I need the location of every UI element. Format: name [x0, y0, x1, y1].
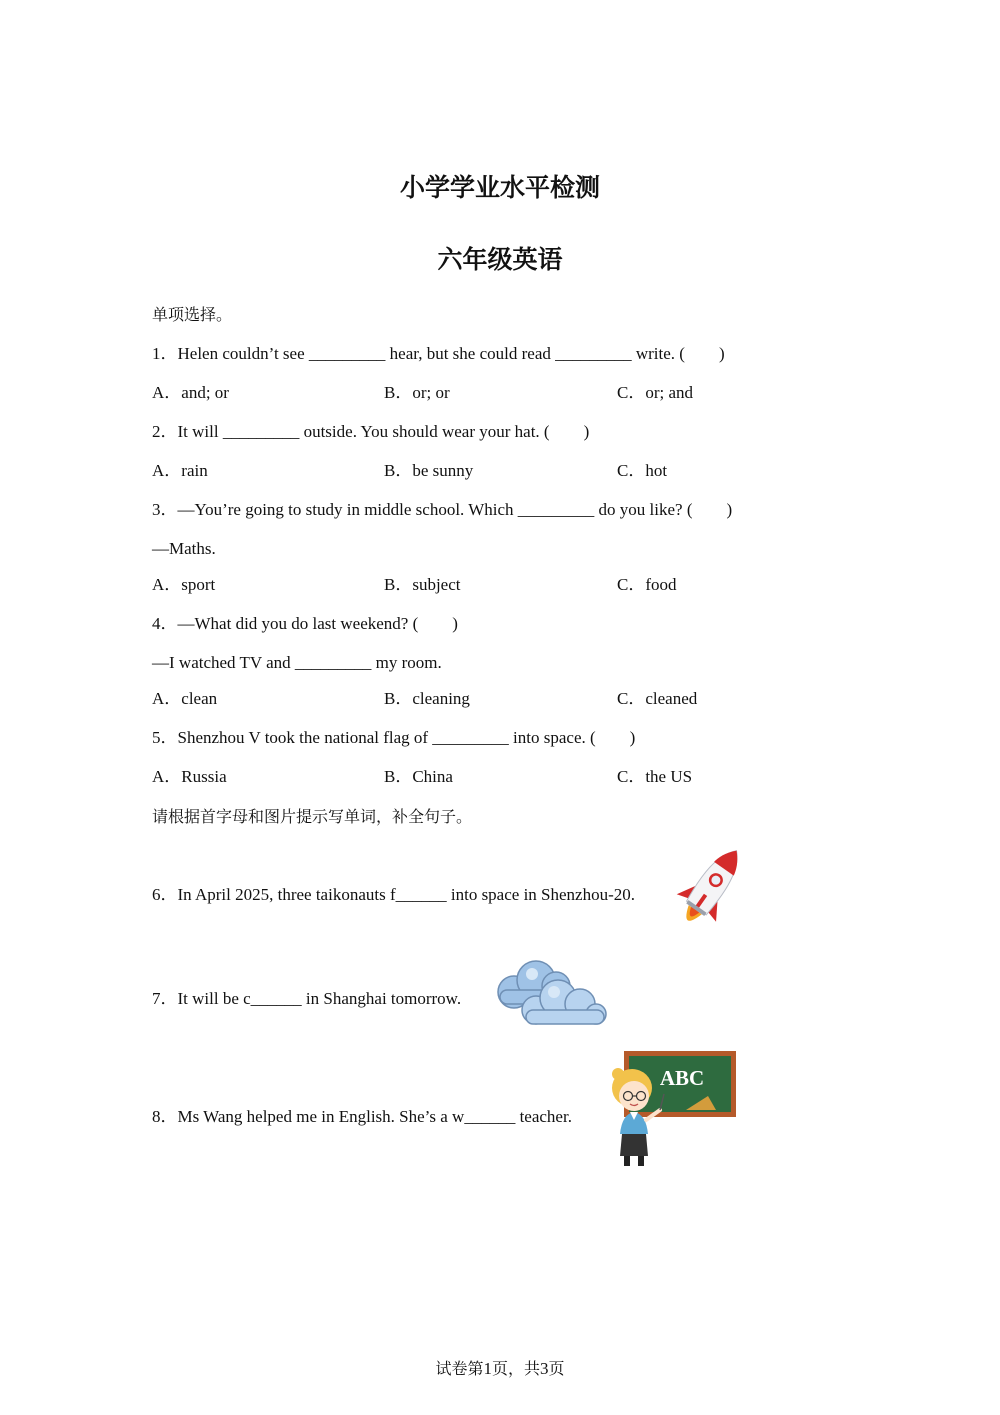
section-heading-fill: 请根据首字母和图片提示写单词，补全句子。: [152, 807, 473, 826]
option-b: B．or; or: [384, 383, 450, 402]
option-c: C．the US: [617, 767, 693, 786]
option-a: A．and; or: [152, 383, 229, 402]
page-footer: [0, 1356, 1000, 1379]
fill-question: 8．Ms Wang helped me in English. She’s a w______ teacher.: [152, 1107, 572, 1126]
question-stem: 4．—What did you do last weekend? ( ): [152, 614, 458, 633]
teacher-icon: [604, 1048, 740, 1170]
rocket-icon: [668, 840, 750, 938]
option-b: B．China: [384, 767, 453, 786]
footer-suffix: 页: [548, 1359, 565, 1378]
footer-prefix: 试卷第: [435, 1359, 484, 1378]
question-stem: 5．Shenzhou V took the national flag of _________ into space. ( ): [152, 728, 636, 747]
footer-total-pages: 3: [540, 1359, 549, 1378]
exam-title: 小学学业水平检测: [399, 173, 600, 202]
footer-page-number: 1: [483, 1359, 492, 1378]
question-stem: 3．—You’re going to study in middle school. Which _________ do you like? ( ): [152, 500, 733, 519]
question-stem: 2．It will _________ outside. You should wear your hat. ( ): [152, 422, 590, 441]
question-stem: 1．Helen couldn’t see _________ hear, but she could read _________ write. ( ): [152, 344, 725, 363]
option-a: A．rain: [152, 461, 208, 480]
question-reply: —I watched TV and _________ my room.: [152, 653, 442, 672]
option-c: C．food: [617, 575, 677, 594]
option-b: B．be sunny: [384, 461, 474, 480]
fill-question: 7．It will be c______ in Shanghai tomorrow.: [152, 989, 462, 1008]
option-c: C．cleaned: [617, 689, 698, 708]
option-b: B．subject: [384, 575, 461, 594]
option-b: B．cleaning: [384, 689, 470, 708]
fill-question: 6．In April 2025, three taikonauts f______ into space in Shenzhou-20.: [152, 885, 635, 904]
option-c: C．or; and: [617, 383, 694, 402]
exam-subtitle: 六年级英语: [437, 245, 563, 274]
question-reply: —Maths.: [152, 539, 216, 558]
option-a: A．clean: [152, 689, 218, 708]
option-c: C．hot: [617, 461, 668, 480]
footer-middle: 页，共: [491, 1359, 540, 1378]
option-a: A．sport: [152, 575, 216, 594]
section-heading-choice: 单项选择。: [152, 305, 233, 324]
blackboard-label: ABC: [659, 1066, 705, 1090]
option-a: A．Russia: [152, 767, 227, 786]
cloud-icon: [492, 958, 608, 1030]
